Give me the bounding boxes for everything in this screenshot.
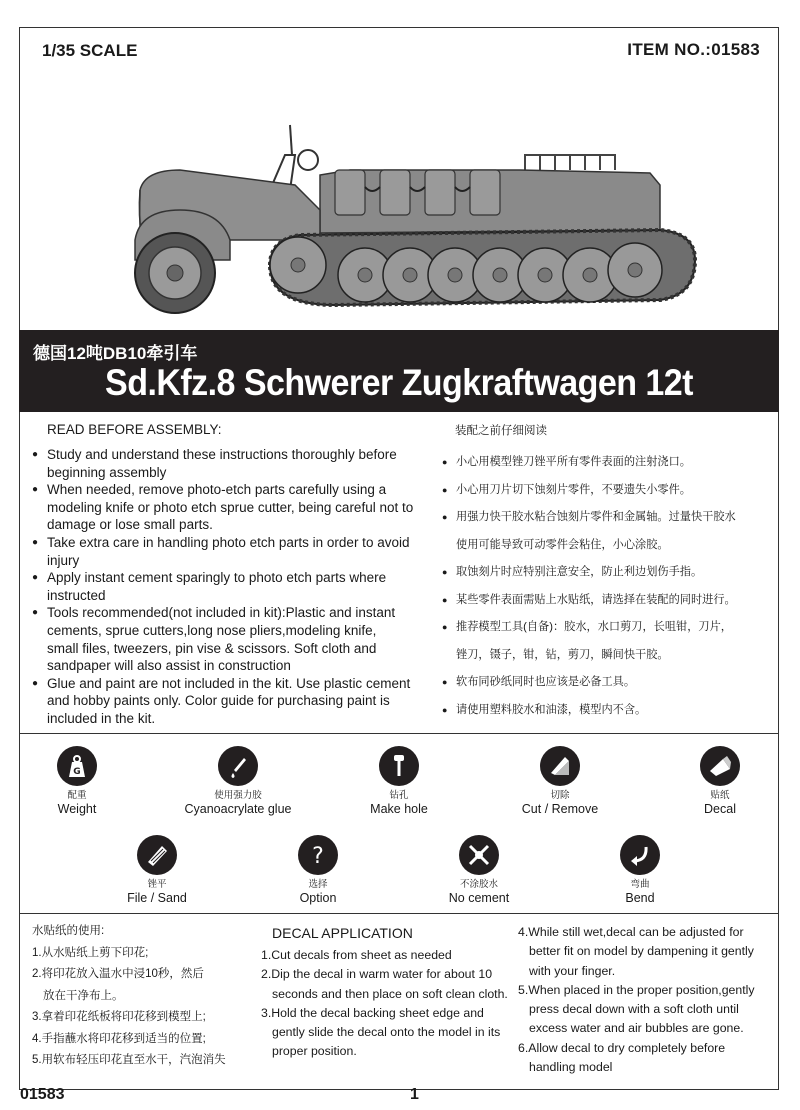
item-number: ITEM NO.:01583 [627,40,760,59]
glue-icon [218,746,258,786]
symbol-bend: 弯曲 Bend [575,835,705,906]
list-item: ● 小心用刀片切下蚀刻片零件，不要遗失小零件。 [442,477,772,505]
weight-icon [57,746,97,786]
no-cement-icon [459,835,499,875]
symbol-no-cement: 不涂胶水 No cement [414,835,544,906]
list-item: ● 取蚀刻片时应特别注意安全，防止利边划伤手指。 [442,559,772,587]
svg-text:?: ? [312,844,324,868]
divider [19,913,779,914]
symbol-weight: G 配重 Weight [12,746,142,817]
decal-icon [700,746,740,786]
halftrack-illustration [120,115,700,320]
list-item: ● Take extra care in handling photo etch parts in order to avoid injury [32,534,442,569]
symbol-file: 锉平 File / Sand [92,835,222,906]
title-cn: 德国12吨DB10牵引车 [33,344,198,363]
read-before-title: READ BEFORE ASSEMBLY: [47,422,222,437]
list-item: ● Study and understand these instructions thoroughly before beginning assembly [32,446,442,481]
divider [19,733,779,734]
symbol-decal: 贴纸 Decal [655,746,785,817]
list-item: ● 请使用塑料胶水和油漆，模型内不含。 [442,697,772,725]
symbol-option: ? 选择 Option [253,835,383,906]
list-item: ● 用强力快干胶水粘合蚀刻片零件和金属轴。过量快干胶水 [442,504,772,532]
scale-label: 1/35 SCALE [42,41,138,60]
footer-item-number: 01583 [20,1086,65,1103]
symbol-drill: 钻孔 Make hole [334,746,464,817]
list-item: ● Tools recommended(not included in kit):Plastic and instant cements, sprue cutters,long nose pliers,modeling knife, small files, tweezers, pin vise & scissors. Soft cloth and sandpaper will also assist in construction [32,604,442,674]
list-item: ● When needed, remove photo-etch parts carefully using a modeling knife or photo etch sprue cutter, being careful not to damage or lose small parts. [32,481,442,534]
file-icon [137,835,177,875]
title-en: Sd.Kfz.8 Schwerer Zugkraftwagen 12t [105,362,693,403]
symbol-glue: 使用强力胶 Cyanoacrylate glue [173,746,303,817]
decal-steps-1: 1.Cut decals from sheet as needed 2.Dip the decal in warm water for about 10 seconds and then place on soft clean cloth. 3.Hold the decal backing sheet edge and gently slide the decal onto the model in its proper position. [261,948,508,1059]
list-item: ● 小心用模型锉刀锉平所有零件表面的注射浇口。 [442,449,772,477]
page-number: 1 [410,1086,419,1103]
list-item: ● 某些零件表面需贴上水贴纸，请选择在装配的同时进行。 [442,587,772,615]
title-banner [19,330,779,412]
read-before-cn-title: 装配之前仔细阅读 [455,425,547,437]
decal-title: DECAL APPLICATION [272,925,413,941]
svg-text:G: G [73,767,81,777]
read-before-cn-list [442,449,772,724]
read-before-list [32,446,442,728]
question-icon [298,835,338,875]
drill-icon [379,746,419,786]
list-item: 使用可能导致可动零件会粘住，小心涂胶。 [456,538,669,551]
list-item: ● Glue and paint are not included in the kit. Use plastic cement and hobby paints only. Color guide for purchasing paint is included in the kit. [32,675,442,728]
list-item: 锉刀，镊子，钳，钻，剪刀，瞬间快干胶。 [456,648,669,661]
list-item: ● 软布同砂纸同时也应该是必备工具。 [442,669,772,697]
list-item: ● Apply instant cement sparingly to photo etch parts where instructed [32,569,442,604]
list-item: ● 推荐模型工具(自备)：胶水，水口剪刀，长咀钳，刀片， [442,614,772,642]
bend-icon [620,835,660,875]
decal-steps-2: 4.While still wet,decal can be adjusted for better fit on model by dampening it gently with your finger. 5.When placed in the proper position,gently press decal down with a soft cloth until excess water and air bubbles are gone. 6.Allow decal to dry completely before handling model [518,925,755,1075]
symbol-cut: 切除 Cut / Remove [495,746,625,817]
cut-icon [540,746,580,786]
decal-cn: 水贴纸的使用: 1.从水贴纸上剪下印花; 2.将印花放入温水中浸10秒，然后 放在干净布上。 3.拿着印花纸板将印花移到模型上; 4.手指蘸水将印花移到适当的位置; 5.用软布轻压印花直至水干，汽泡消失 [32,925,226,1066]
